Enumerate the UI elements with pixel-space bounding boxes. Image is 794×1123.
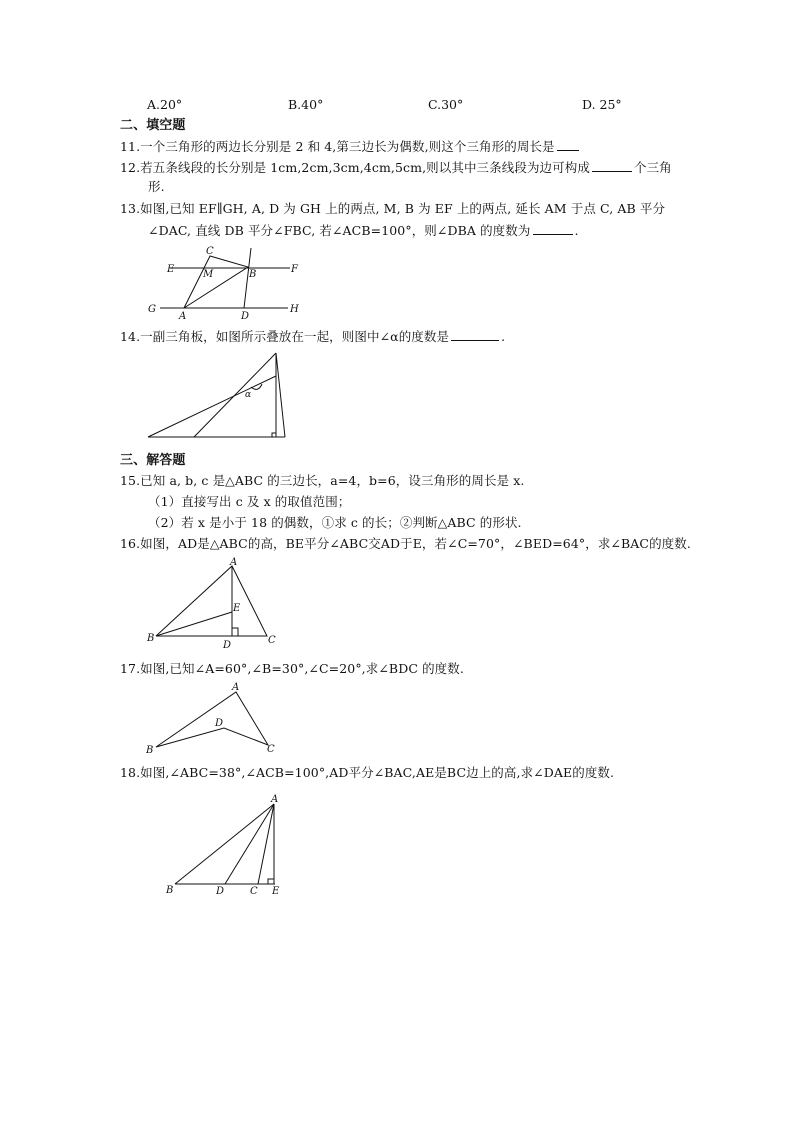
section-solve-heading: 三、解答题 <box>120 453 186 468</box>
label-D: D <box>223 640 232 651</box>
label-M: M <box>203 269 214 280</box>
label-E: E <box>233 603 241 614</box>
label-E: E <box>272 886 280 897</box>
figure-18 <box>163 792 288 900</box>
question-12-text: 12.若五条线段的长分别是 1cm,2cm,3cm,4cm,5cm,则以其中三条线段为边可构成 <box>120 160 590 175</box>
label-H: H <box>290 304 299 315</box>
label-C: C <box>268 635 276 646</box>
question-14: 14.一副三角板，如图所示叠放在一起，则图中∠α的度数是 . <box>120 329 506 344</box>
answer-blank <box>557 137 579 151</box>
question-11-text: 11.一个三角形的两边长分别是 2 和 4,第三边长为偶数,则这个三角形的周长是 <box>120 139 555 154</box>
answer-blank <box>533 221 573 235</box>
question-13-line2: ∠DAC, 直线 DB 平分∠FBC, 若∠ACB=100°，则∠DBA 的度数为 . <box>148 223 579 238</box>
label-A: A <box>232 682 240 693</box>
question-17: 17.如图,已知∠A=60°,∠B=30°,∠C=20°,求∠BDC 的度数. <box>120 661 464 676</box>
question-15: 15.已知 a, b, c 是△ABC 的三边长，a=4，b=6，设三角形的周长是 x. <box>120 473 525 488</box>
figure-16 <box>146 558 281 650</box>
label-B: B <box>166 885 174 896</box>
question-16: 16.如图，AD是△ABC的高，BE平分∠ABC交AD于E，若∠C=70°，∠BED=64°，求∠BAC的度数. <box>120 536 691 551</box>
figure-17 <box>144 680 280 754</box>
label-C: C <box>267 744 275 755</box>
label-B: B <box>146 745 154 756</box>
label-D: D <box>216 886 225 897</box>
label-C: C <box>250 886 258 897</box>
question-11 <box>120 137 581 156</box>
question-12-text-end: 个三角 <box>633 160 672 175</box>
label-B: B <box>147 633 155 644</box>
option-c: C.30° <box>428 97 464 112</box>
label-G: G <box>148 304 156 315</box>
label-C: C <box>206 246 214 257</box>
question-13-text: ∠DAC, 直线 DB 平分∠FBC, 若∠ACB=100°，则∠DBA 的度数为 <box>148 223 531 238</box>
label-D: D <box>241 311 250 322</box>
label-D: D <box>215 718 224 729</box>
option-a: A.20° <box>147 97 183 112</box>
section-fill-blank-heading: 二、填空题 <box>120 118 186 133</box>
label-A: A <box>230 557 238 568</box>
label-B: B <box>249 269 257 280</box>
question-15-part-1: （1）直接写出 c 及 x 的取值范围； <box>148 494 351 509</box>
label-A: A <box>271 794 279 805</box>
label-A: A <box>179 311 187 322</box>
question-14-text: 14.一副三角板，如图所示叠放在一起，则图中∠α的度数是 <box>120 329 450 344</box>
question-13: 13.如图,已知 EF∥GH, A, D 为 GH 上的两点, M, B 为 EF 上的两点, 延长 AM 于点 C, AB 平分 <box>120 201 666 216</box>
question-18: 18.如图,∠ABC=38°,∠ACB=100°,AD平分∠BAC,AE是BC边上的高,求∠DAE的度数. <box>120 765 615 780</box>
answer-blank <box>451 327 499 341</box>
label-F: F <box>291 264 298 275</box>
alpha-label: α <box>245 390 252 400</box>
label-E: E <box>167 264 175 275</box>
option-b: B.40° <box>288 97 324 112</box>
question-12 <box>120 158 672 177</box>
question-15-part-2: （2）若 x 是小于 18 的偶数，①求 c 的长；②判断△ABC 的形状. <box>148 515 522 530</box>
question-12-continuation: 形. <box>148 179 165 194</box>
option-d: D. 25° <box>582 97 622 112</box>
figure-14 <box>148 353 288 439</box>
figure-13 <box>140 245 310 325</box>
answer-blank <box>592 158 632 172</box>
